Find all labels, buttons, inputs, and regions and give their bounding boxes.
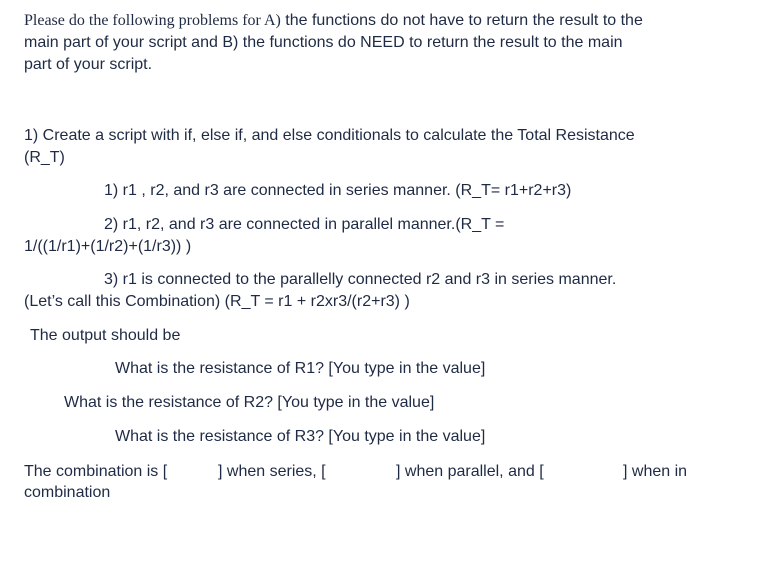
result-part-3: ] when parallel, and [ — [396, 463, 544, 480]
prompt-r2: What is the resistance of R2? [You type in the value] — [64, 394, 435, 411]
prompt-r3: What is the resistance of R3? [You type in the value] — [115, 428, 486, 445]
result-part-4: ] when in — [623, 463, 688, 480]
parallel-item-line-2: 1/((1/r1)+(1/r2)+(1/r3)) ) — [24, 238, 192, 255]
result-line-2: combination — [24, 484, 111, 501]
intro-line-2: main part of your script and B) the functions do NEED to return the result to the main — [24, 34, 623, 51]
intro-line-3: part of your script. — [24, 56, 153, 73]
result-part-1: The combination is [ — [24, 463, 168, 480]
combination-item-line-2: (Let’s call this Combination) (R_T = r1 + r2xr3/(r2+r3) ) — [24, 293, 410, 310]
output-label: The output should be — [30, 327, 181, 344]
combination-item-line-1: 3) r1 is connected to the parallelly connected r2 and r3 in series manner. — [104, 271, 617, 288]
prompt-r1: What is the resistance of R1? [You type in the value] — [115, 360, 486, 377]
parallel-item-line-1: 2) r1, r2, and r3 are connected in parallel manner.(R_T = — [104, 216, 505, 233]
problem-heading-line-1: 1) Create a script with if, else if, and else conditionals to calculate the Total Resistance — [24, 127, 635, 144]
intro-line-1 — [24, 10, 643, 32]
problem-heading-line-2: (R_T) — [24, 149, 65, 166]
intro-line-1-rest: the functions do not have to return the result to the — [280, 12, 643, 29]
result-part-2: ] when series, [ — [218, 463, 326, 480]
intro-serif-text: Please do the following problems for A) — [24, 12, 281, 29]
series-item: 1) r1 , r2, and r3 are connected in series manner. (R_T= r1+r2+r3) — [104, 182, 572, 199]
